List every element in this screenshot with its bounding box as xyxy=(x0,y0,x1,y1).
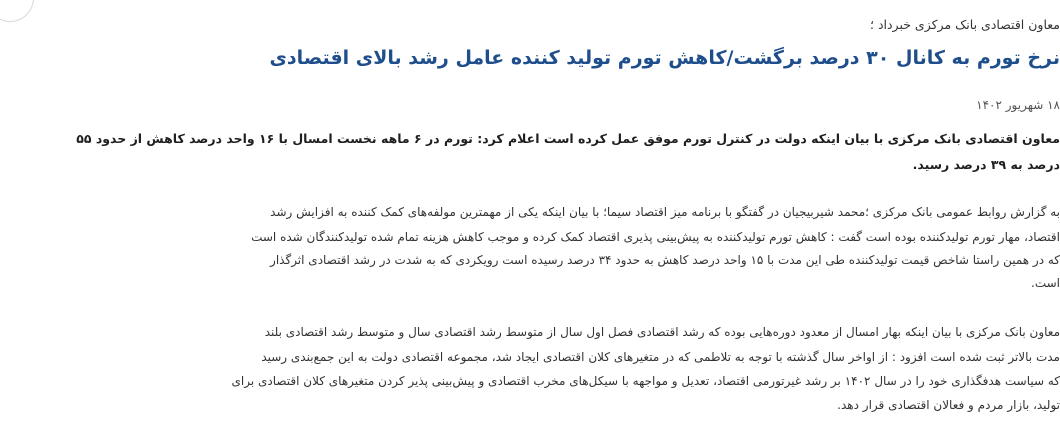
share-icon[interactable] xyxy=(0,0,34,22)
article-title: نرخ تورم به کانال ۳۰ درصد برگشت/کاهش تورم تولید کننده عامل رشد بالای اقتصادی xyxy=(269,47,1060,69)
article-date: ۱۸ شهریور ۱۴۰۲ xyxy=(976,98,1060,112)
body-line: مدت بالاتر ثبت شده است افزود : از اواخر سال گذشته با توجه به تلاطمی که در متغیرهای کلان اقتصادی ایجاد شد، مجموعه اقتصادی دولت به این جمع‌بندی رسید xyxy=(261,350,1060,364)
summary-line: معاون اقتصادی بانک مرکزی با بیان اینکه دولت در کنترل تورم موفق عمل کرده است اعلام کرد: تورم در ۶ ماهه نخست امسال با ۱۶ واحد درصد کاهش از حدود ۵۵ xyxy=(76,131,1060,146)
article-lead: معاون اقتصادی بانک مرکزی خبرداد ؛ xyxy=(870,17,1060,32)
body-line: اقتصاد، مهار تورم تولیدکننده بوده است گفت : کاهش تورم تولیدکننده به پیش‌بینی پذیری اقتصاد کمک کرده و موجب کاهش هزینه تمام شده تولیدکنندگان شده است xyxy=(251,230,1060,244)
body-line: تولید، بازار مردم و فعالان اقتصادی قرار دهد. xyxy=(837,398,1060,412)
body-line: که سیاست هدفگذاری خود را در سال ۱۴۰۲ بر رشد غیرتورمی اقتصاد، تعدیل و مواجهه با سیکل‌های مخرب اقتصادی و پیش‌بینی پذیر کردن متغیرهای کلان اقتصادی برای xyxy=(231,374,1060,388)
body-line: که در همین راستا شاخص قیمت تولیدکننده طی این مدت با ۱۵ واحد درصد کاهش به حدود ۳۴ درصد رسیده است رویکردی که به شدت در رشد اقتصادی اثرگذار xyxy=(270,253,1060,267)
body-line: به گزارش روابط عمومی بانک مرکزی ؛محمد شیربیجیان در گفتگو با برنامه میز اقتصاد سیما؛ با بیان اینکه یکی از مهمترین مولفه‌های کمک کننده به افزایش رشد xyxy=(270,205,1060,219)
summary-line: درصد به ۳۹ درصد رسید. xyxy=(912,157,1060,172)
body-line: است. xyxy=(1031,276,1060,290)
body-line: معاون بانک مرکزی با بیان اینکه بهار امسال از معدود دوره‌هایی بوده که رشد اقتصادی فصل اول سال از متوسط رشد اقتصادی سال و متوسط رشد اقتصادی بلند xyxy=(264,325,1060,339)
